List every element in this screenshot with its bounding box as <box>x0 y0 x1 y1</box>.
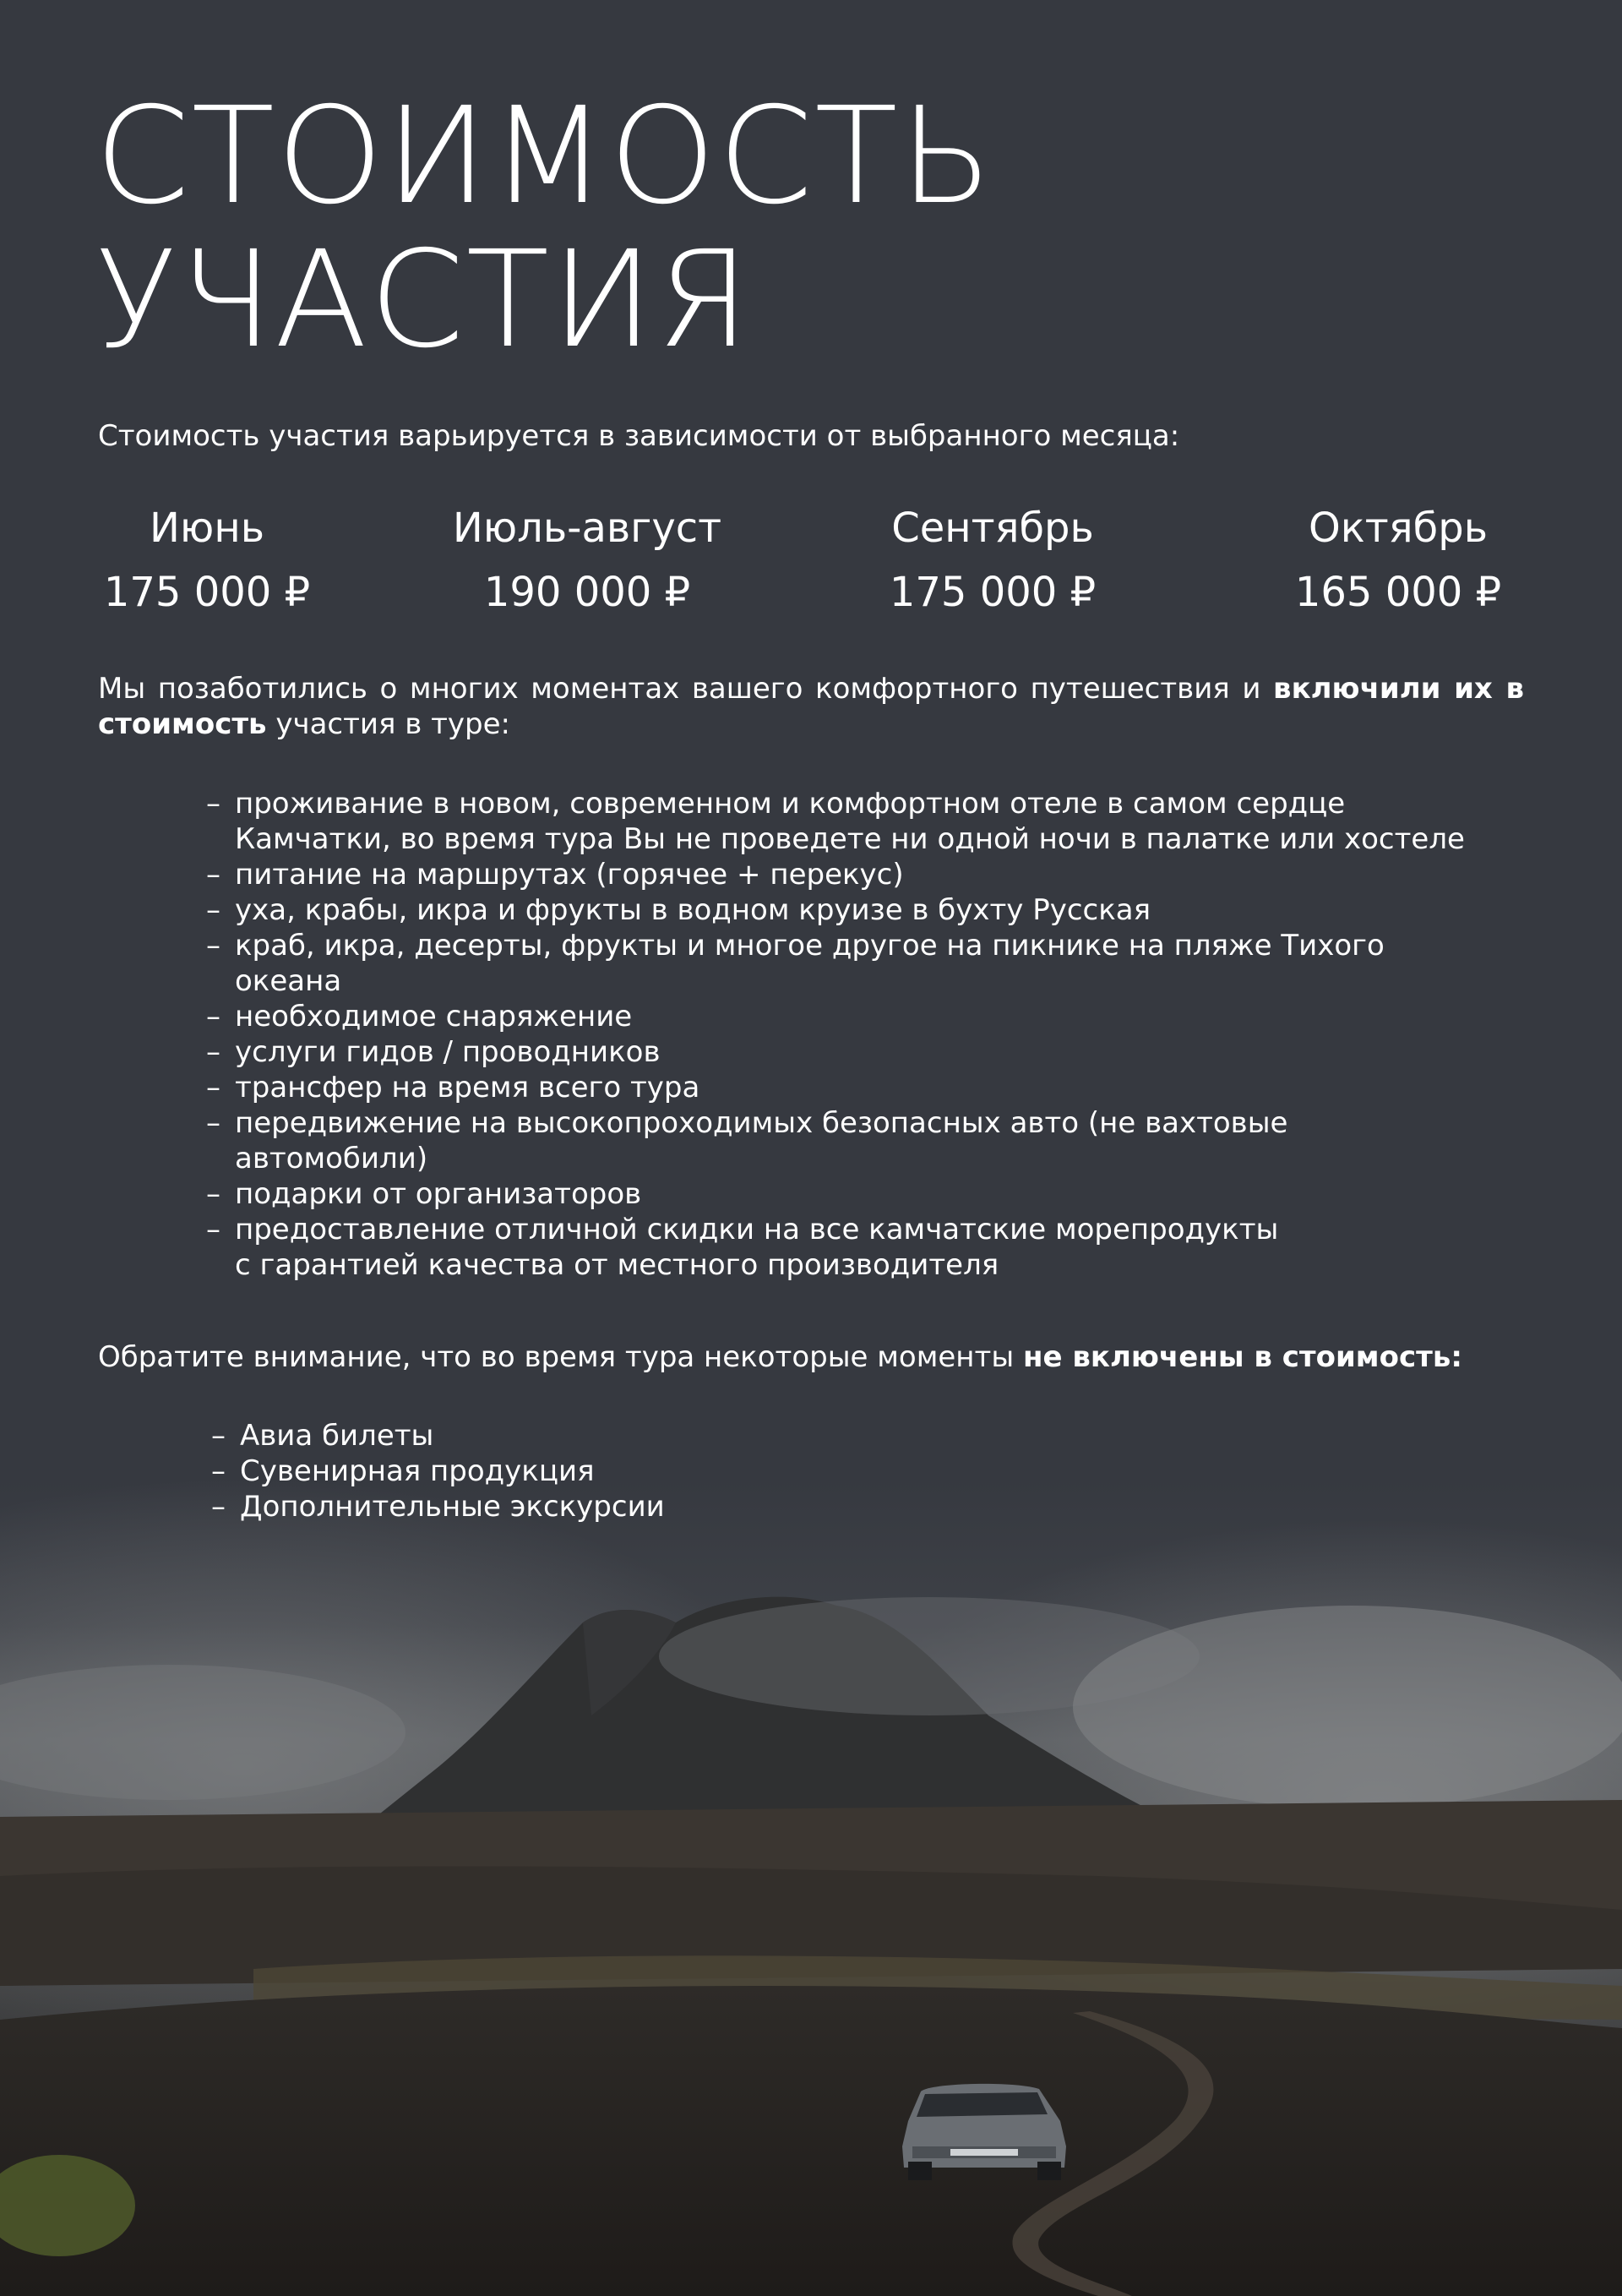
included-item <box>206 892 1524 928</box>
included-item-line: предоставление отличной скидки на все камчатские морепродукты <box>235 1213 1279 1246</box>
included-item-line: трансфер на время всего тура <box>235 1071 700 1104</box>
excluded-intro-bold: не включены в стоимость: <box>1023 1340 1462 1374</box>
dash-marker: – <box>206 1177 220 1211</box>
included-item <box>206 1176 1524 1212</box>
included-intro-bold: включили их в стоимость <box>98 672 1524 741</box>
dash-marker: – <box>211 1490 226 1524</box>
included-item-continuation: океана <box>235 964 342 998</box>
included-item-line: передвижение на высокопроходимых безопасных авто (не вахтовые <box>235 1106 1288 1140</box>
price-month: Июнь <box>150 504 264 552</box>
excluded-list <box>211 1418 665 1524</box>
price-value: 175 000 ₽ <box>889 569 1097 616</box>
price-value: 175 000 ₽ <box>103 569 311 616</box>
included-item-line: услуги гидов / проводников <box>235 1035 661 1069</box>
price-value: 165 000 ₽ <box>1294 569 1502 616</box>
price-value: 190 000 ₽ <box>483 569 691 616</box>
dash-marker: – <box>211 1419 226 1453</box>
included-item <box>206 1070 1524 1105</box>
excluded-intro-before: Обратите внимание, что во время тура некоторые моменты <box>98 1340 1023 1374</box>
included-intro-after: участия в туре: <box>266 707 510 741</box>
page-title <box>95 79 995 378</box>
included-item <box>206 786 1524 857</box>
price-column-july-august <box>393 499 781 622</box>
price-month: Сентябрь <box>891 504 1094 552</box>
price-column-june <box>13 499 401 622</box>
dash-marker: – <box>206 1213 220 1246</box>
included-item-continuation: автомобили) <box>235 1142 428 1175</box>
price-column-october <box>1204 499 1592 622</box>
dash-marker: – <box>206 893 220 927</box>
landscape-illustration <box>0 1479 1622 2296</box>
dash-marker: – <box>206 1071 220 1104</box>
included-list <box>206 786 1524 1283</box>
price-column-september <box>798 499 1187 622</box>
dash-marker: – <box>206 1035 220 1069</box>
included-item-line: краб, икра, десерты, фрукты и многое другое на пикнике на пляже Тихого <box>235 929 1385 963</box>
page-title-line-2: УЧАСТИЯ <box>95 222 752 378</box>
included-item <box>206 857 1524 892</box>
price-table <box>0 499 1622 625</box>
excluded-item-label: Дополнительные экскурсии <box>240 1490 665 1524</box>
excluded-item <box>211 1418 665 1453</box>
included-item-line: необходимое снаряжение <box>235 1000 633 1033</box>
dash-marker: – <box>206 1000 220 1033</box>
price-month: Июль-август <box>452 504 722 552</box>
included-item-continuation: Камчатки, во время тура Вы не проведете ни одной ночи в палатке или хостеле <box>235 822 1465 856</box>
dash-marker: – <box>206 858 220 892</box>
included-item-continuation: с гарантией качества от местного производителя <box>235 1248 999 1282</box>
page-title-line-1: СТОИМОСТЬ <box>95 79 995 234</box>
excluded-item <box>211 1453 665 1489</box>
included-item <box>206 1034 1524 1070</box>
dash-marker: – <box>211 1454 226 1488</box>
included-item-line: питание на маршрутах (горячее + перекус) <box>235 858 904 892</box>
dash-marker: – <box>206 1106 220 1140</box>
excluded-item-label: Сувенирная продукция <box>240 1454 595 1488</box>
included-intro <box>98 671 1524 742</box>
included-item-line: проживание в новом, современном и комфортном отеле в самом сердце <box>235 787 1346 821</box>
included-item <box>206 928 1524 999</box>
landscape-photo <box>0 1479 1622 2296</box>
excluded-intro <box>98 1339 1462 1376</box>
included-item-line: уха, крабы, икра и фрукты в водном круизе в бухту Русская <box>235 893 1151 927</box>
price-month: Октябрь <box>1309 504 1488 552</box>
dash-marker: – <box>206 929 220 963</box>
included-intro-before: Мы позаботились о многих моментах вашего комфортного путешествия и <box>98 672 1274 706</box>
included-item <box>206 1105 1524 1176</box>
intro-text: Стоимость участия варьируется в зависимости от выбранного месяца: <box>98 419 1180 453</box>
car-shape <box>902 2084 1066 2180</box>
included-item <box>206 1212 1524 1283</box>
excluded-item-label: Авиа билеты <box>240 1419 434 1453</box>
included-item-line: подарки от организаторов <box>235 1177 642 1211</box>
included-item <box>206 999 1524 1034</box>
dash-marker: – <box>206 787 220 821</box>
excluded-item <box>211 1489 665 1524</box>
